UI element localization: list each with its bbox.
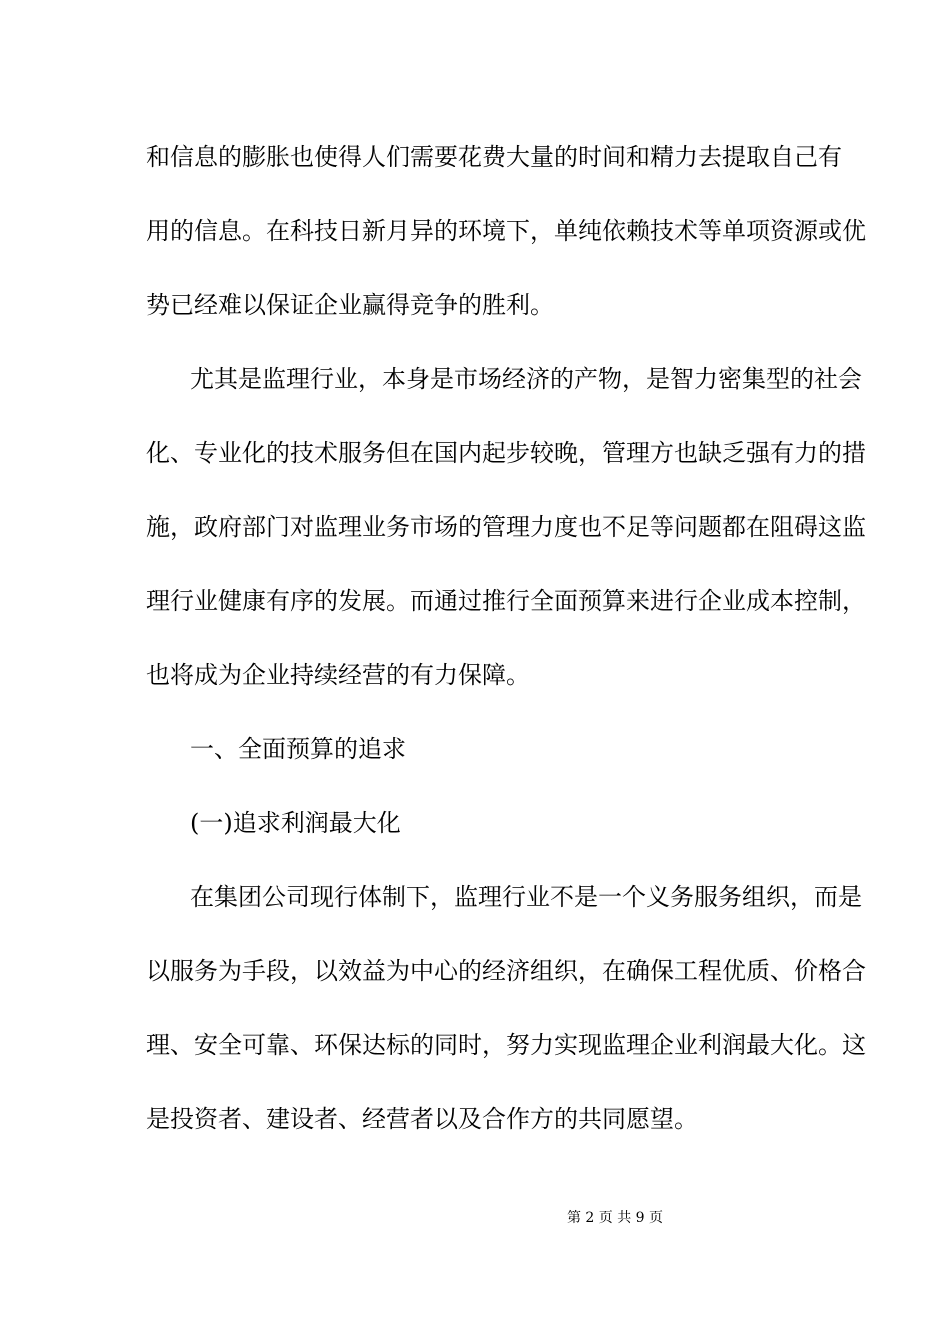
body-text-line: 施，政府部门对监理业务市场的管理力度也不足等问题都在阻碍这监 (146, 513, 866, 541)
body-text-line: 在集团公司现行体制下，监理行业不是一个义务服务组织，而是 (190, 883, 862, 911)
body-text-line: 尤其是监理行业，本身是市场经济的产物，是智力密集型的社会 (190, 365, 862, 393)
body-text-line: 理、安全可靠、环保达标的同时，努力实现监理企业利润最大化。这 (146, 1031, 866, 1059)
body-text-line: 用的信息。在科技日新月异的环境下，单纯依赖技术等单项资源或优 (146, 217, 866, 245)
body-text-line: 是投资者、建设者、经营者以及合作方的共同愿望。 (146, 1105, 698, 1133)
body-text-line: 理行业健康有序的发展。而通过推行全面预算来进行企业成本控制， (146, 587, 866, 615)
body-text-line: 势已经难以保证企业赢得竞争的胜利。 (146, 291, 554, 319)
body-text-line: 也将成为企业持续经营的有力保障。 (146, 661, 530, 689)
body-text-line: 化、专业化的技术服务但在国内起步较晚，管理方也缺乏强有力的措 (146, 439, 866, 467)
page-number-footer: 第 2 页 共 9 页 (566, 1210, 664, 1226)
subsection-heading: (一)追求利润最大化 (190, 809, 401, 837)
body-text-line: 以服务为手段，以效益为中心的经济组织，在确保工程优质、价格合 (146, 957, 866, 985)
body-text-line: 和信息的膨胀也使得人们需要花费大量的时间和精力去提取自己有 (146, 143, 842, 171)
section-heading: 一、全面预算的追求 (190, 735, 406, 763)
